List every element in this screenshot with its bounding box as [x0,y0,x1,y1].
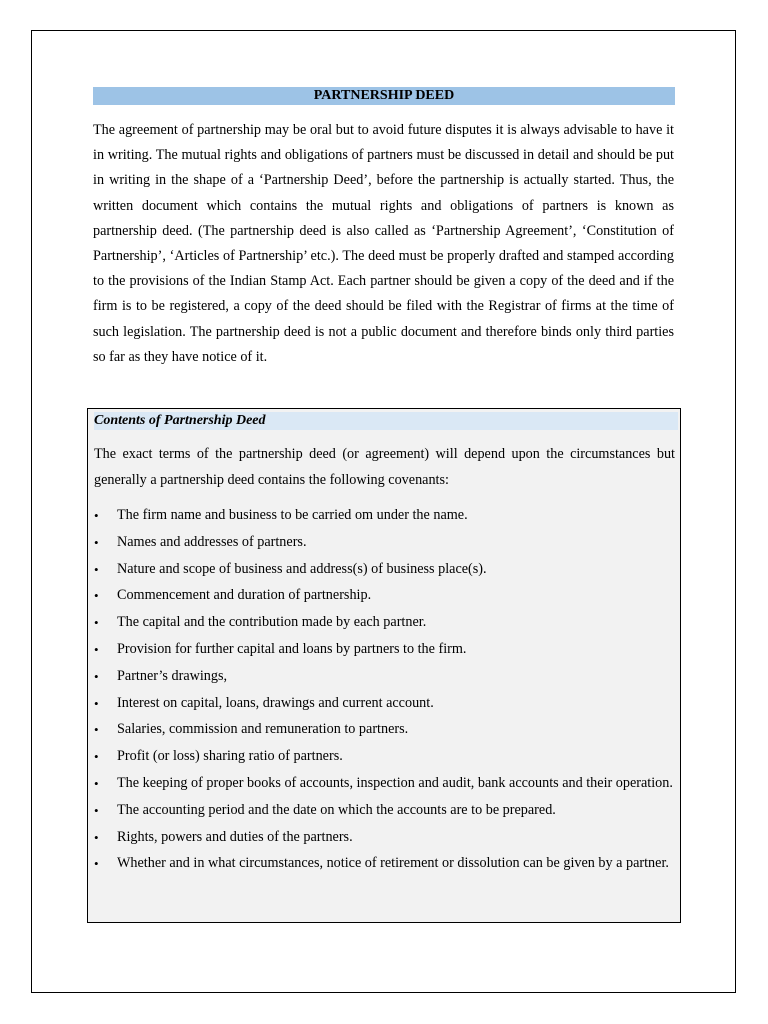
list-item [94,583,675,609]
bullet-icon: • [94,695,99,711]
bullet-icon: • [94,508,99,523]
list-item-text: The capital and the contribution made by each partner. [117,614,427,631]
bullet-icon: • [94,802,99,818]
list-item [94,691,675,717]
bullet-icon: • [94,829,99,845]
list-item [94,717,675,743]
contents-box [87,408,681,923]
list-item [94,637,675,663]
list-item-text: Names and addresses of partners. [117,533,307,550]
list-item [94,851,675,877]
list-item-text: Profit (or loss) sharing ratio of partners. [117,748,343,765]
list-item-text: Provision for further capital and loans by partners to the firm. [117,640,467,657]
list-item [94,557,675,583]
list-item-text: Salaries, commission and remuneration to partners. [117,721,409,738]
list-item-text: Partner’s drawings, [117,667,228,684]
contents-intro: The exact terms of the partnership deed (or agreement) will depend upon the circumstances but generally a partnership deed contains the following covenants: [94,446,675,488]
bullet-icon: • [94,615,99,631]
list-item-text: Rights, powers and duties of the partners. [117,828,353,845]
contents-heading: Contents of Partnership Deed [94,412,678,430]
list-item-text: The firm name and business to be carried om under the name. [117,507,468,523]
intro-paragraph: The agreement of partnership may be oral but to avoid future disputes it is always advisable to have it in writing. The mutual rights and obligations of partners must be discussed in detail and should be put in writing in the shape of a ‘Partnership Deed’, before the partnership is actually started. Thus, the written document which contains the mutual rights and obligations of partners is known as partnership deed. (The partnership deed is also called as ‘Partnership Agreement’, ‘Constitution of Partnership’, ‘Articles of Partnership’ etc.). The deed must be properly drafted and stamped according to the provisions of the Indian Stamp Act. Each partner should be given a copy of the deed and if the firm is to be registered, a copy of the deed should be filed with the Registrar of firms at the time of such legislation. The partnership deed is not a public document and therefore binds only third parties so far as they have notice of it. [93,122,674,365]
list-item [94,744,675,770]
bullet-icon: • [94,722,99,738]
list-item-text: Whether and in what circumstances, notice of retirement or dissolution can be given by a partner. [117,855,669,872]
list-item [94,825,675,851]
list-item [94,503,675,529]
bullet-icon: • [94,775,99,791]
list-item-text: The accounting period and the date on which the accounts are to be prepared. [117,801,556,818]
list-item-text: Commencement and duration of partnership. [117,587,372,604]
list-item [94,610,675,636]
bullet-icon: • [94,749,99,765]
list-item [94,798,675,824]
list-item-text: Nature and scope of business and address(s) of business place(s). [117,560,487,577]
bullet-icon: • [94,641,99,657]
list-item [94,530,675,556]
document-title: PARTNERSHIP DEED [93,87,675,105]
covenant-list [94,503,675,878]
bullet-icon: • [94,856,99,872]
list-item [94,771,675,797]
list-item [94,664,675,690]
list-item-text: Interest on capital, loans, drawings and current account. [117,694,434,711]
bullet-icon: • [94,561,99,577]
list-item-text: The keeping of proper books of accounts, inspection and audit, bank accounts and their operation. [117,774,673,791]
bullet-icon: • [94,668,99,684]
bullet-icon: • [94,588,99,604]
bullet-icon: • [94,534,99,550]
